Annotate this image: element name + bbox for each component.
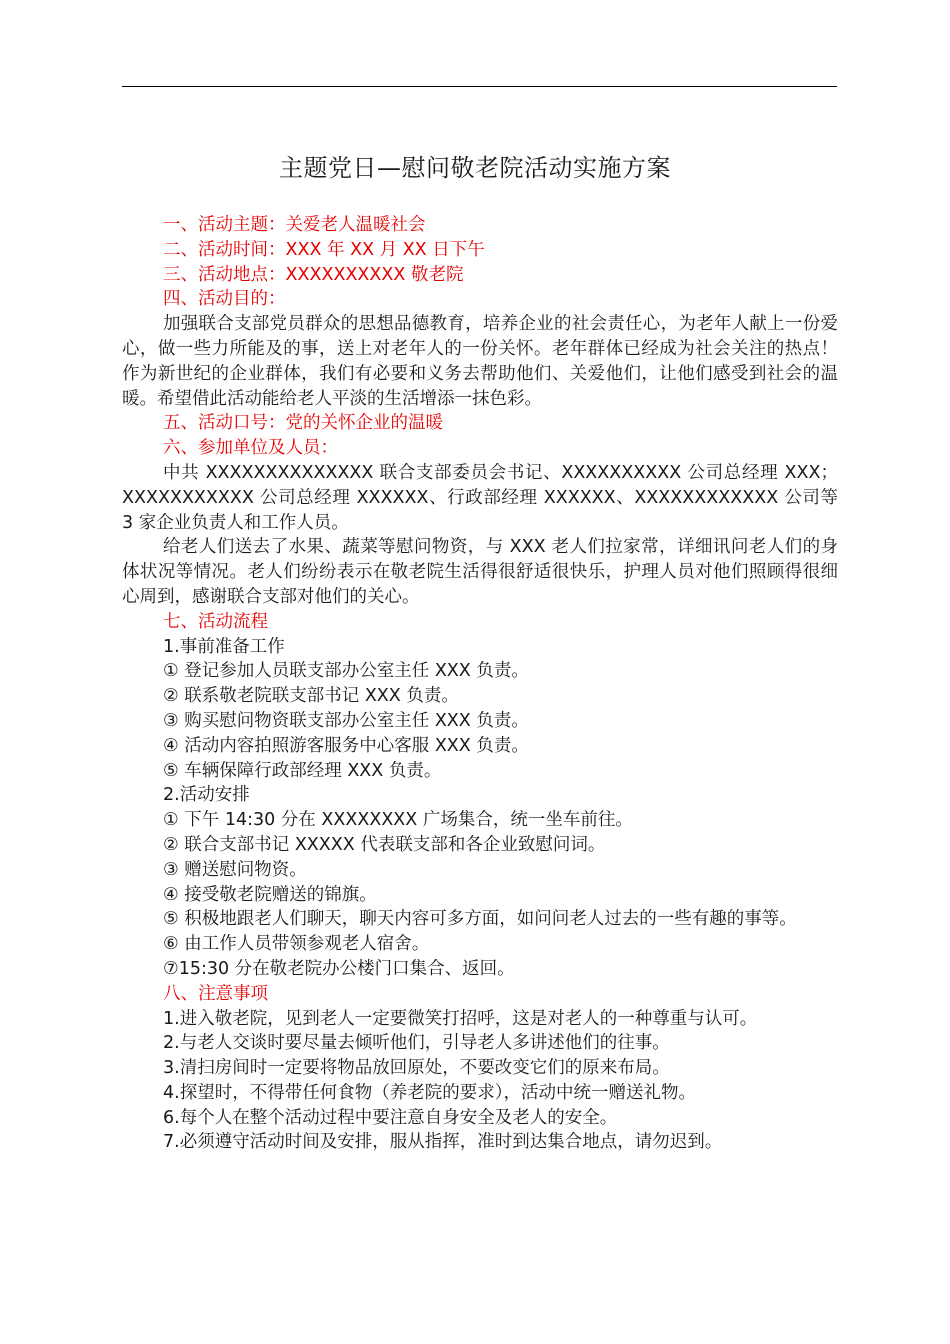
section-heading-theme: 一、活动主题：关爱老人温暖社会 (163, 215, 426, 235)
list-item: 3.清扫房间时一定要将物品放回原处，不要改变它们的原来布局。 (163, 1058, 670, 1079)
list-item: ⑤ 车辆保障行政部经理 XXX 负责。 (163, 760, 442, 781)
list-item: ① 下午 14:30 分在 XXXXXXXX 广场集合，统一坐车前往。 (163, 810, 633, 831)
list-item: 1.进入敬老院，见到老人一定要微笑打招呼，这是对老人的一种尊重与认可。 (163, 1008, 758, 1029)
purpose-text: 加强联合支部党员群众的思想品德教育，培养企业的社会责任心，为老年人献上一份爱心，做一些力所能及的事，送上对老年人的一份关怀。老年群体已经成为社会关注的热点！作为新世纪的企业群体，我们有必要和义务去帮助他们、关爱他们，让他们感受到社会的温暖。希望借此活动能给老人平淡的生活增添一抹色彩。 (122, 314, 838, 409)
section-heading-slogan: 五、活动口号：党的关怀企业的温暖 (163, 413, 443, 434)
list-item: ⑦15:30 分在敬老院办公楼门口集合、返回。 (163, 958, 515, 979)
participants-text: 中共 XXXXXXXXXXXXXX 联合支部委员会书记、XXXXXXXXXX 公司总经理 XXX；XXXXXXXXXXX 公司总经理 XXXXXX、行政部经理 XXXXXX、XXXXXXXXXXXX 公司等 3 家企业负责人和工作人员。 (122, 462, 838, 533)
header-rule (122, 86, 837, 87)
list-item: ④ 活动内容拍照游客服务中心客服 XXX 负责。 (163, 735, 529, 756)
list-item: 4.探望时，不得带任何食物（养老院的要求），活动中统一赠送礼物。 (163, 1082, 696, 1103)
section-heading-notes: 八、注意事项 (163, 983, 268, 1004)
purpose-paragraph (122, 312, 838, 411)
list-item: ② 联系敬老院联支部书记 XXX 负责。 (163, 686, 459, 707)
arrangement-title: 2.活动安排 (163, 785, 250, 806)
list-item: ⑤ 积极地跟老人们聊天，聊天内容可多方面，如问问老人过去的一些有趣的事等。 (163, 909, 797, 930)
arrangement-item-5 (122, 907, 838, 932)
section-heading-time: 二、活动时间：XXX 年 XX 月 XX 日下午 (163, 239, 485, 260)
list-item: ④ 接受敬老院赠送的锦旗。 (163, 884, 377, 905)
list-item: ① 登记参加人员联支部办公室主任 XXX 负责。 (163, 661, 529, 682)
section-heading-purpose: 四、活动目的： (163, 289, 286, 310)
list-item: 2.与老人交谈时要尽量去倾听他们，引导老人多讲述他们的往事。 (163, 1033, 670, 1054)
section-heading-location: 三、活动地点：XXXXXXXXXX 敬老院 (163, 264, 464, 285)
list-item: ⑥ 由工作人员带领参观老人宿舍。 (163, 934, 430, 955)
list-item: ② 联合支部书记 XXXXX 代表联支部和各企业致慰问词。 (163, 834, 606, 855)
document-body (122, 213, 838, 1155)
list-item: ③ 购买慰问物资联支部办公室主任 XXX 负责。 (163, 710, 529, 731)
visit-summary-text: 给老人们送去了水果、蔬菜等慰问物资，与 XXX 老人们拉家常，详细讯问老人们的身体状况等情况。老人们纷纷表示在敬老院生活得很舒适很快乐，护理人员对他们照顾得很细心周到，感谢联合支部对他们的关心。 (122, 537, 838, 607)
section-heading-participants: 六、参加单位及人员： (163, 438, 338, 459)
list-item: 6.每个人在整个活动过程中要注意自身安全及老人的安全。 (163, 1107, 618, 1128)
participants-paragraph (122, 461, 838, 610)
list-item: ③ 赠送慰问物资。 (163, 859, 307, 880)
section-heading-process: 七、活动流程 (163, 611, 268, 632)
document-title: 主题党日—慰问敬老院活动实施方案 (279, 154, 671, 182)
list-item: 7.必须遵守活动时间及安排，服从指挥，准时到达集合地点，请勿迟到。 (163, 1132, 723, 1153)
prep-title: 1.事前准备工作 (163, 636, 285, 657)
